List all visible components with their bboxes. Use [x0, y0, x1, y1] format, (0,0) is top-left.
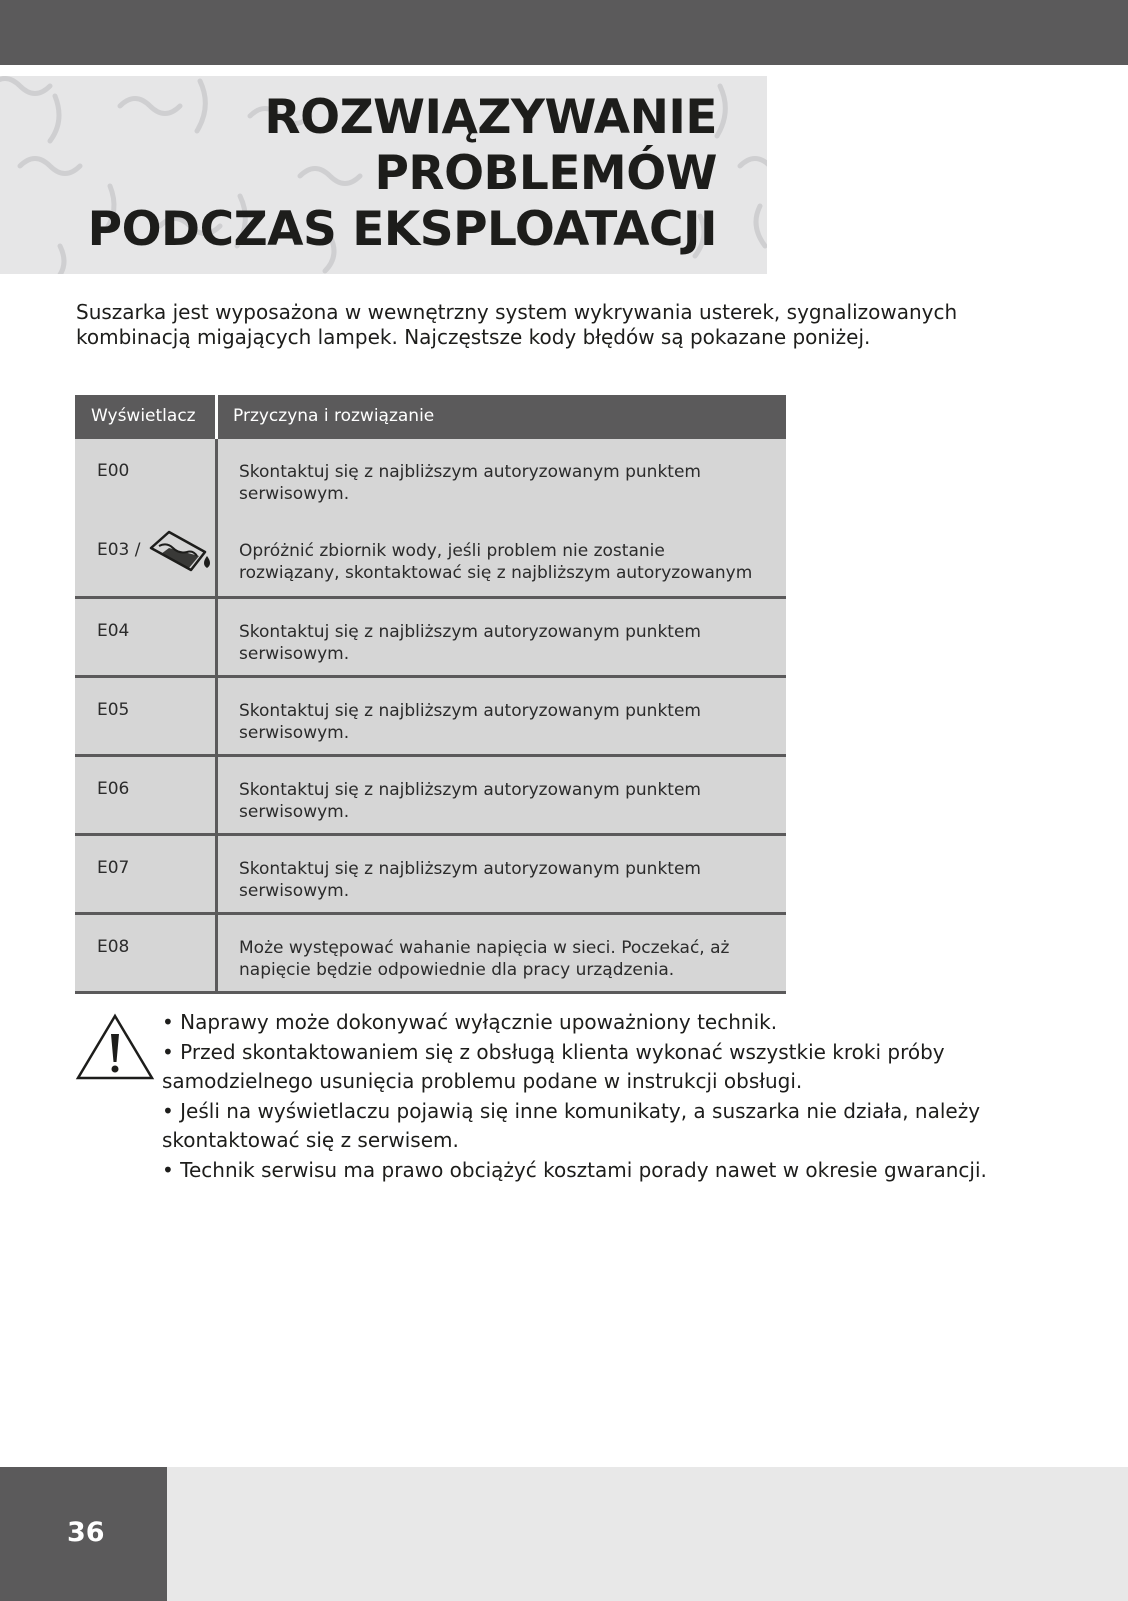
title-band: [0, 76, 767, 274]
error-description: Opróżnić zbiornik wody, jeśli problem nie zostanie rozwiązany, skontaktować się z najbliższym autoryzowanym: [239, 541, 753, 583]
error-description: Skontaktuj się z najbliższym autoryzowanym punktem serwisowym.: [239, 859, 701, 901]
table-row: [75, 439, 786, 518]
water-tank-icon: [147, 526, 217, 578]
footer-bar: [0, 1467, 1128, 1601]
error-code: E06: [75, 757, 218, 833]
notes-list: [162, 1008, 1062, 1185]
page-title: [88, 90, 717, 258]
error-code: E04: [75, 599, 218, 675]
note-item: • Jeśli na wyświetlaczu pojawią się inne komunikaty, a suszarka nie działa, należy skontaktować się z serwisem.: [162, 1098, 981, 1152]
error-description: Skontaktuj się z najbliższym autoryzowanym punktem serwisowym.: [239, 622, 701, 664]
page-number: 36: [67, 1517, 105, 1548]
error-code-table: [75, 395, 786, 994]
note-item: • Przed skontaktowaniem się z obsługą klienta wykonać wszystkie kroki próby samodzielnego usunięcia problemu podane w instrukcji obsługi.: [162, 1039, 945, 1093]
error-description: Może występować wahanie napięcia w sieci. Poczekać, aż napięcie będzie odpowiednie dla pracy urządzenia.: [239, 938, 730, 980]
table-row: [75, 599, 786, 678]
title-line-2: PROBLEMÓW: [374, 146, 717, 201]
table-row: [75, 678, 786, 757]
header-cause: Przyczyna i rozwiązanie: [233, 406, 435, 426]
title-line-3: PODCZAS EKSPLOATACJI: [87, 202, 717, 257]
error-code: E00: [75, 439, 218, 518]
table-row: [75, 915, 786, 994]
error-code: E08: [75, 915, 218, 991]
title-line-1: ROZWIĄZYWANIE: [264, 90, 717, 145]
note-item: • Technik serwisu ma prawo obciążyć kosztami porady nawet w okresie gwarancji.: [162, 1157, 987, 1182]
error-code-cell: [75, 518, 218, 596]
top-bar: [0, 0, 1128, 65]
table-header: [75, 395, 786, 439]
table-row: [75, 757, 786, 836]
error-description: Skontaktuj się z najbliższym autoryzowanym punktem serwisowym.: [239, 780, 701, 822]
error-code: E07: [75, 836, 218, 912]
table-row: [75, 836, 786, 915]
warning-triangle-icon: [75, 1012, 155, 1082]
error-code: E05: [75, 678, 218, 754]
error-description: Skontaktuj się z najbliższym autoryzowanym punktem serwisowym.: [239, 701, 701, 743]
table-row: [75, 518, 786, 599]
intro-paragraph: Suszarka jest wyposażona w wewnętrzny system wykrywania usterek, sygnalizowanych kombinacją migających lampek. Najczęstsze kody błędów są pokazane poniżej.: [76, 300, 958, 349]
note-item: • Naprawy może dokonywać wyłącznie upoważniony technik.: [162, 1010, 778, 1034]
error-code: E03 /: [97, 540, 141, 560]
error-description: Skontaktuj się z najbliższym autoryzowanym punktem serwisowym.: [239, 462, 701, 504]
header-display: Wyświetlacz: [75, 395, 218, 439]
